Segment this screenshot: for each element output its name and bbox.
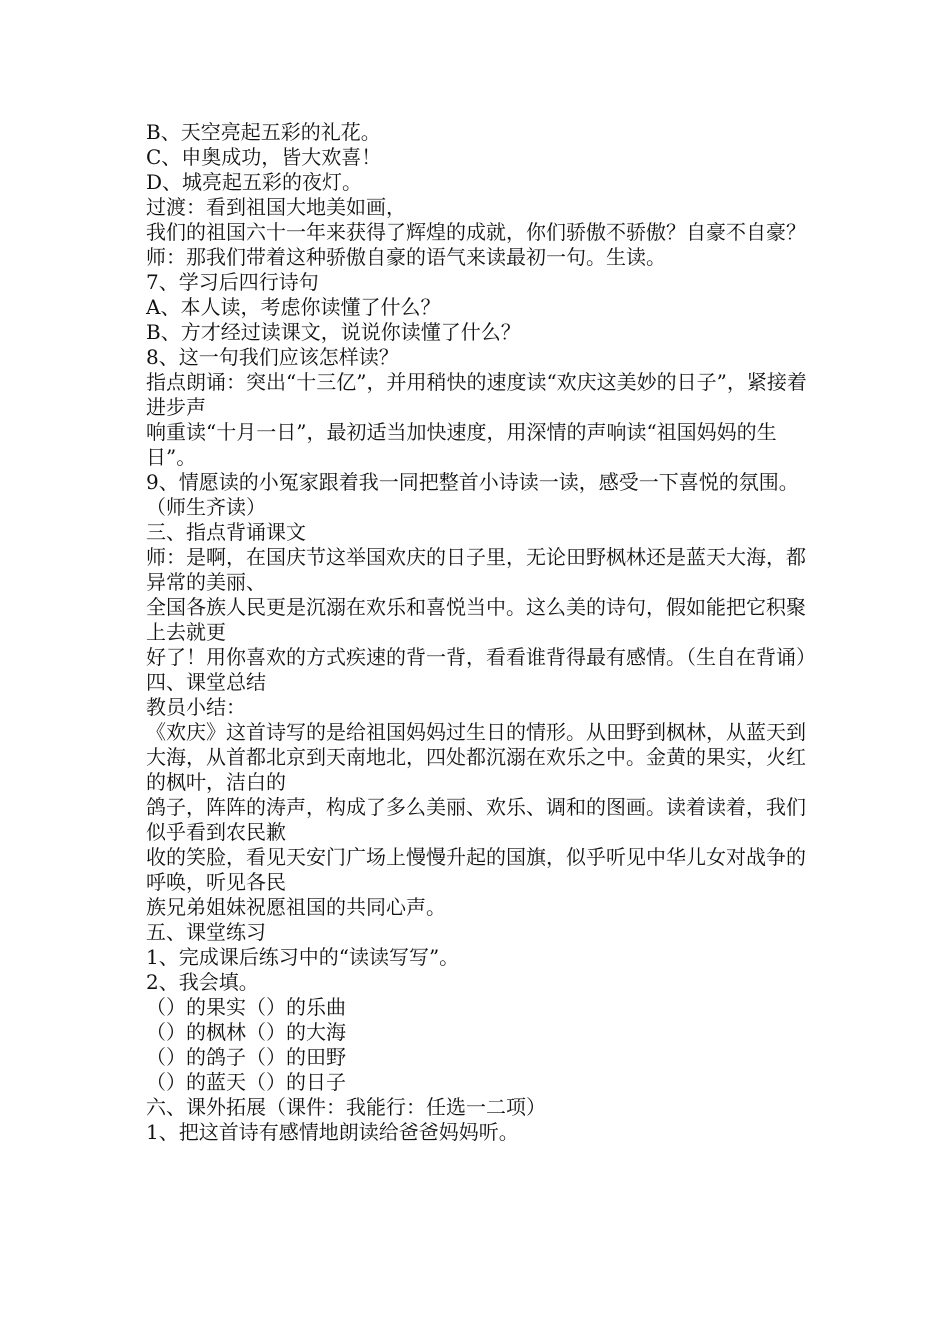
text-line: 1、把这首诗有感情地朗读给爸爸妈妈听。 [146, 1120, 519, 1144]
text-line: B、方才经过读课文，说说你读懂了什么？ [146, 320, 521, 344]
section-heading: 8、这一句我们应该怎样读？ [146, 345, 399, 369]
text-line: 好了！用你喜欢的方式疾速的背一背，看看谁背得最有感情。（生自在背诵） [146, 645, 816, 669]
exercise-line: （）的枫林（）的大海 [146, 1020, 346, 1044]
text-line: 响重读“十月一日”，最初适当加快速度，用深情的声响读“祖国妈妈的生日”。 [146, 420, 777, 469]
text-line: D、城亮起五彩的夜灯。 [146, 170, 363, 194]
text-line: 鸽子，阵阵的涛声，构成了多么美丽、欢乐、调和的图画。读着读着，我们似乎看到农民歉 [146, 795, 806, 844]
text-line: 1、完成课后练习中的“读读写写”。 [146, 945, 460, 969]
exercise-line: （）的鸽子（）的田野 [146, 1045, 346, 1069]
text-line: 2、我会填。 [146, 970, 259, 994]
document-body [146, 120, 816, 1145]
text-line: 收的笑脸，看见天安门广场上慢慢升起的国旗，似乎听见中华儿女对战争的呼唤，听见各民 [146, 845, 806, 894]
text-line: 我们的祖国六十一年来获得了辉煌的成就，你们骄傲不骄傲？自豪不自豪？ [146, 220, 806, 244]
exercise-line: （）的蓝天（）的日子 [146, 1070, 346, 1094]
section-heading: 四、课堂总结 [146, 670, 266, 694]
text-line: 师：是啊，在国庆节这举国欢庆的日子里，无论田野枫林还是蓝天大海，都异常的美丽、 [146, 545, 806, 594]
text-line: A、本人读，考虑你读懂了什么？ [146, 295, 441, 319]
text-line: 过渡：看到祖国大地美如画， [146, 195, 406, 219]
text-line: C、申奥成功，皆大欢喜！ [146, 145, 382, 169]
text-line: 教员小结： [146, 695, 246, 719]
text-line: B、天空亮起五彩的礼花。 [146, 120, 381, 144]
text-line: 9、情愿读的小冤家跟着我一同把整首小诗读一读，感受一下喜悦的氛围。（师生齐读） [146, 470, 799, 519]
text-line: 师：那我们带着这种骄傲自豪的语气来读最初一句。生读。 [146, 245, 666, 269]
section-heading: 五、课堂练习 [146, 920, 266, 944]
text-line: 全国各族人民更是沉溺在欢乐和喜悦当中。这么美的诗句，假如能把它积聚上去就更 [146, 595, 806, 644]
section-heading: 六、课外拓展（课件：我能行：任选一二项） [146, 1095, 546, 1119]
text-line: 族兄弟姐妹祝愿祖国的共同心声。 [146, 895, 446, 919]
text-line: 《欢庆》这首诗写的是给祖国妈妈过生日的情形。从田野到枫林，从蓝天到 [146, 720, 806, 744]
section-heading: 三、指点背诵课文 [146, 520, 306, 544]
text-line: 指点朗诵：突出“十三亿”，并用稍快的速度读“欢庆这美妙的日子”，紧接着进步声 [146, 370, 807, 419]
text-line: 大海，从首都北京到天南地北，四处都沉溺在欢乐之中。金黄的果实，火红的枫叶，洁白的 [146, 745, 806, 794]
section-heading: 7、学习后四行诗句 [146, 270, 319, 294]
exercise-line: （）的果实（）的乐曲 [146, 995, 346, 1019]
